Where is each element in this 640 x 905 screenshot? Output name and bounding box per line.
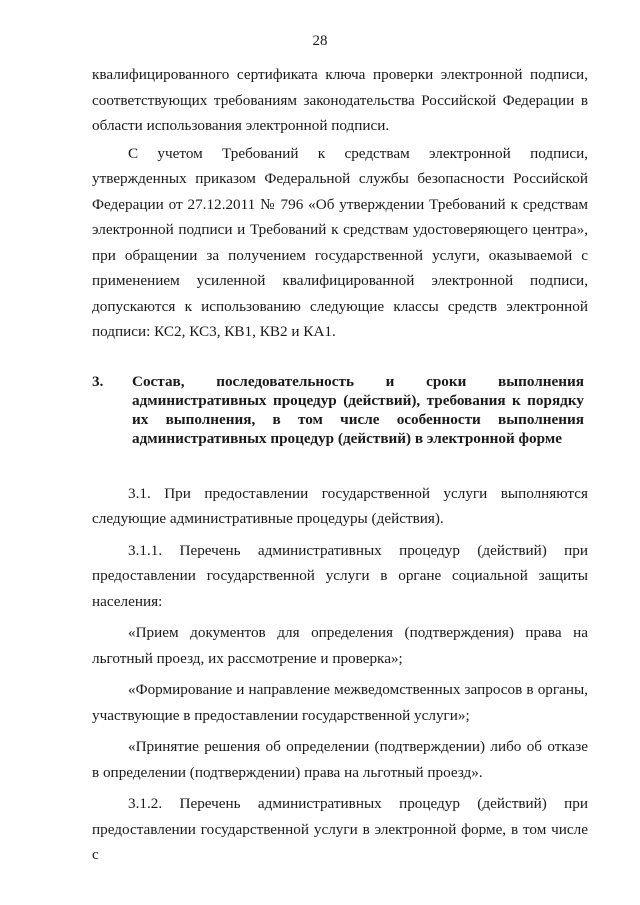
section-heading [92,372,588,448]
procedure-quote-1: «Прием документов для определения (подтверждения) права на льготный проезд, их рассмотрение и проверка»; [92,624,588,667]
paragraph-certificate-continuation: квалифицированного сертификата ключа проверки электронной подписи, соответствующих требованиям законодательства Российской Федерации в области использования электронной подписи. [92,66,588,134]
item-3-1-1: 3.1.1. Перечень административных процедур (действий) при предоставлении государственной услуги в органе социальной защиты населения: [92,541,588,610]
page-content [92,62,588,868]
procedure-quote-3: «Принятие решения об определении (подтверждении) либо об отказе в определении (подтверждении) права на льготный проезд». [92,738,588,781]
section-title: Состав, последовательность и сроки выполнения административных процедур (действий), требования к порядку их выполнения, в том числе особенности выполнения административных процедур (действий) в электронной форме [132,372,584,447]
page-number: 28 [312,33,328,49]
paragraph-signature-classes: С учетом Требований к средствам электронной подписи, утвержденных приказом Федеральной службы безопасности Российской Федерации от 27.12.2011 № 796 «Об утверждении Требований к средствам электронной подписи и Требований к средствам удостоверяющего центра», при обращении за получением государственной услуги, оказываемой с применением усиленной квалифицированной электронной подписи, допускаются к использованию следующие классы средств электронной подписи: КС2, КС3, КВ1, КВ2 и КА1. [92,144,588,340]
item-3-1: 3.1. При предоставлении государственной услуги выполняются следующие административные процедуры (действия). [92,484,588,527]
section-number: 3. [92,372,104,390]
procedure-quote-2: «Формирование и направление межведомственных запросов в органы, участвующие в предоставлении государственной услуги»; [92,681,588,724]
item-3-1-2: 3.1.2. Перечень административных процедур (действий) при предоставлении государственной услуги в электронной форме, в том числе с [92,795,588,863]
